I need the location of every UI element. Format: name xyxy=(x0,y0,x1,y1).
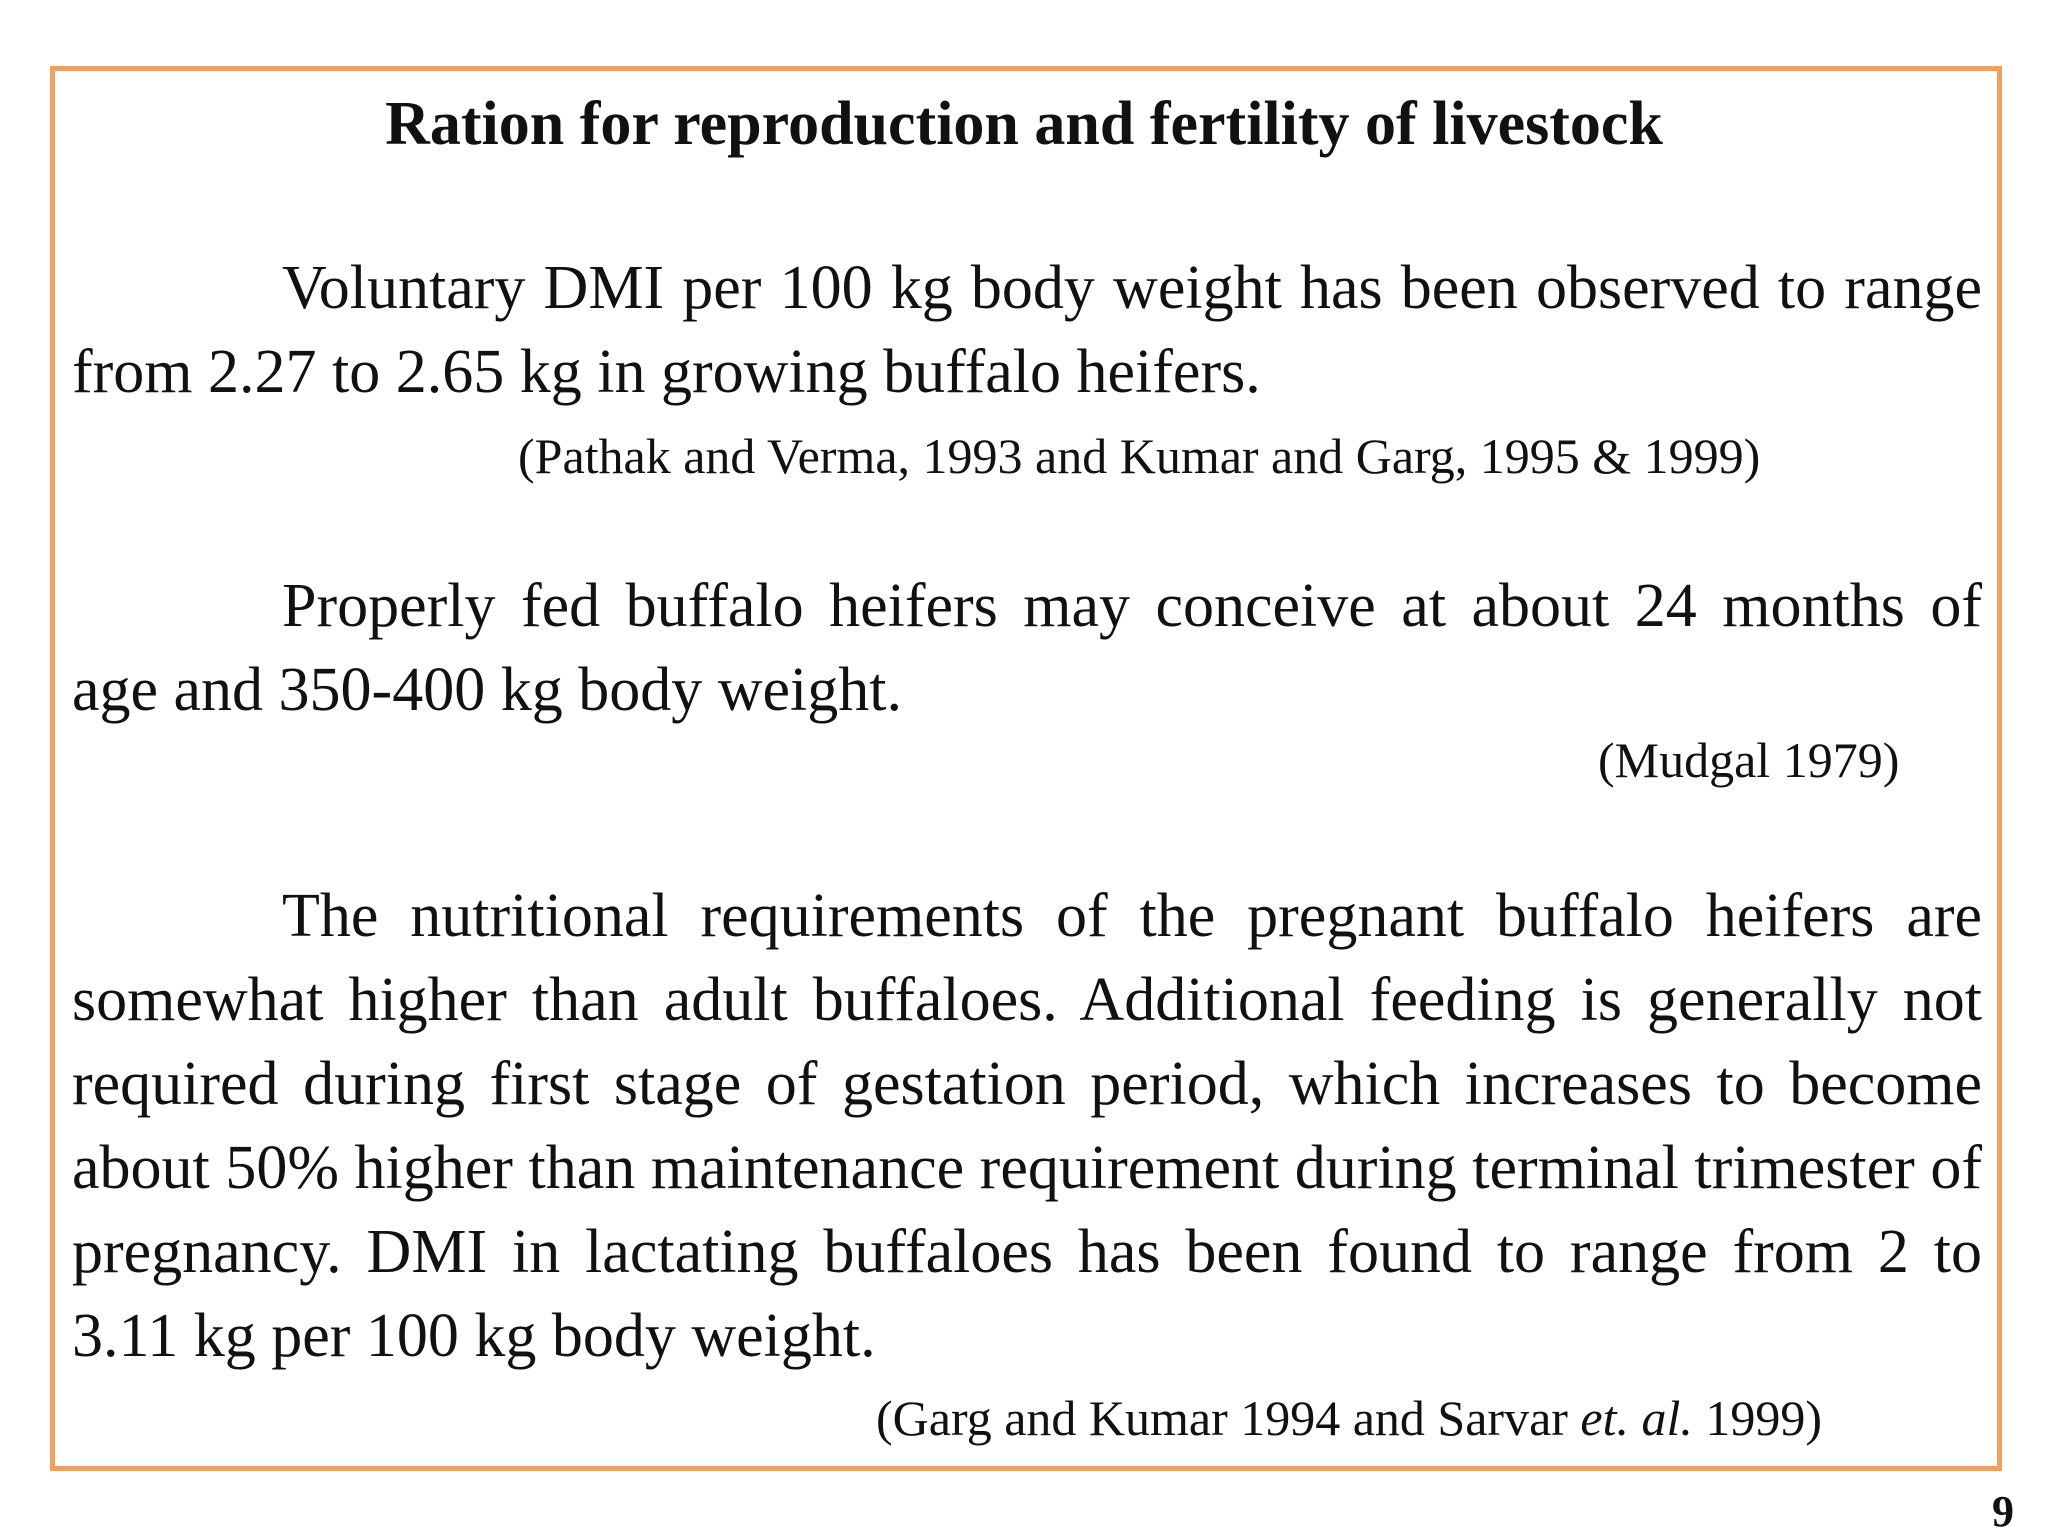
paragraph-conception-age: Properly fed buffalo heifers may conceive at about 24 months of age and 350-400 kg body weight. xyxy=(72,572,1982,724)
slide-title: Ration for reproduction and fertility of livestock xyxy=(385,90,1663,158)
citation-pathak-verma: (Pathak and Verma, 1993 and Kumar and Garg, 1995 & 1999) xyxy=(518,428,1761,484)
citation-text-after: 1999) xyxy=(1692,1390,1823,1446)
paragraph-pregnant-heifer-requirements: The nutritional requirements of the pregnant buffalo heifers are somewhat higher than adult buffaloes. Additional feeding is generally not required during first stage of gestation period, which increases to become about 50% higher than maintenance requirement during terminal trimester of pregnancy. DMI in lactating buffaloes has been found to range from 2 to 3.11 kg per 100 kg body weight. xyxy=(72,882,1982,1370)
citation-text-before: (Garg and Kumar 1994 and Sarvar xyxy=(876,1390,1581,1446)
citation-mudgal: (Mudgal 1979) xyxy=(1598,732,1900,788)
citation-garg-kumar-sarvar xyxy=(876,1388,1822,1448)
paragraph-dmi-growing-heifers: Voluntary DMI per 100 kg body weight has been observed to range from 2.27 to 2.65 kg in growing buffalo heifers. xyxy=(72,254,1982,406)
page-number: 9 xyxy=(1992,1487,2014,1536)
citation-et-al: et. al. xyxy=(1580,1390,1693,1446)
